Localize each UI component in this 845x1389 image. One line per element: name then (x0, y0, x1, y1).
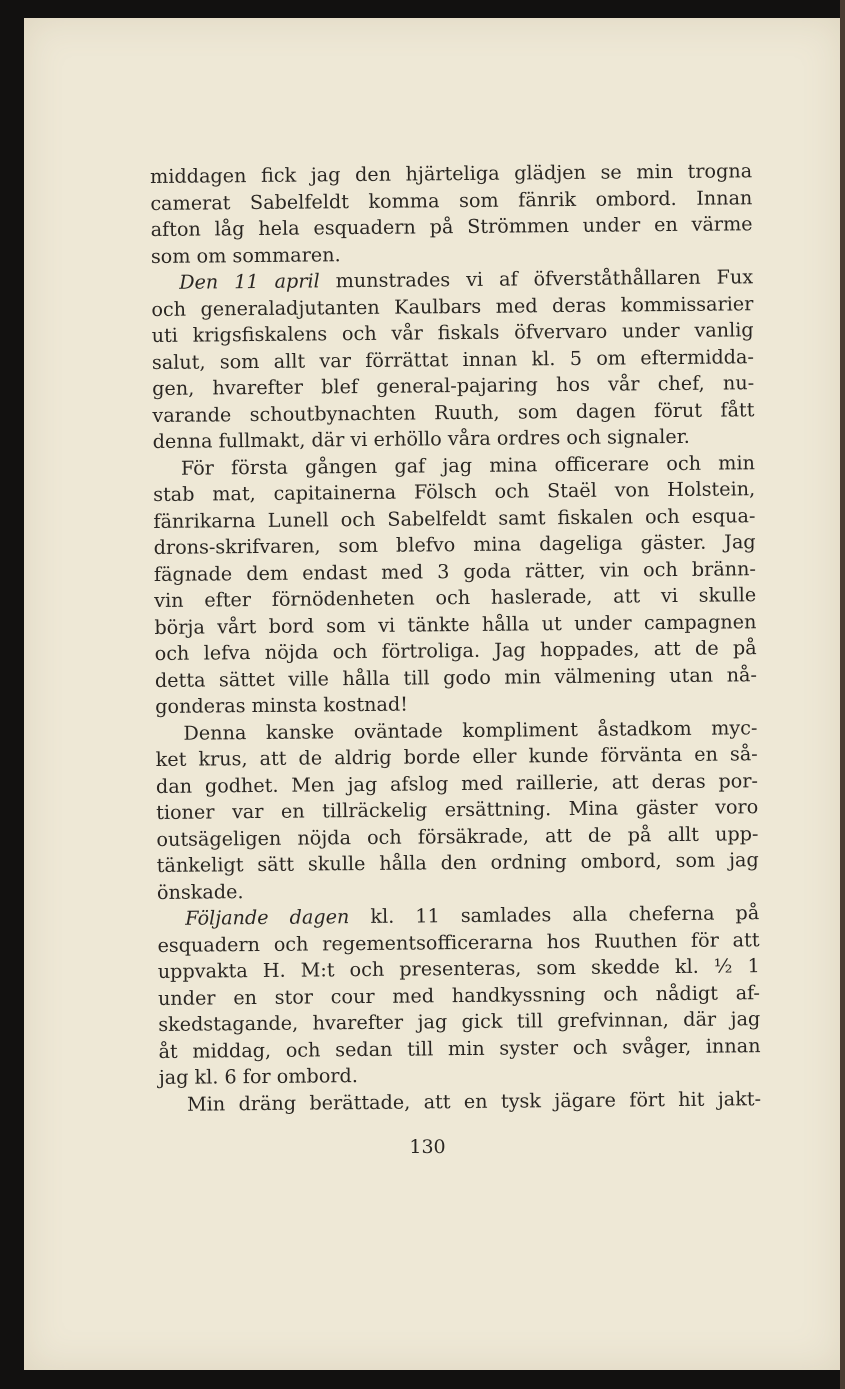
page-number: 130 (409, 1136, 446, 1158)
date-lead: Den 11 april (179, 269, 320, 294)
text-line: dan godhet. Men jag afslog med raillerie, att deras por- (155, 768, 759, 798)
text-line: skedstagande, hvarefter jag gick till grefvinnan, där jag (158, 1007, 761, 1036)
date-lead: Följande dagen (185, 905, 350, 930)
text-line: esquadern och regementsofficerarna hos Ruuthen för att (157, 927, 760, 957)
text-line: gonderas minsta kostnad! (155, 692, 409, 718)
text-line: önskade. (156, 879, 244, 904)
text-line: uppvakta H. M:t och presenteras, som skedde kl. ½ 1 (157, 954, 760, 983)
text-line: fänrikarna Lunell och Sabelfeldt samt fiskalen och esqua- (153, 503, 756, 533)
text-line: jag kl. 6 for ombord. (158, 1064, 358, 1089)
text-line: outsägeligen nöjda och försäkrade, att de på allt upp- (156, 821, 759, 851)
text-line: åt middag, och sedan till min syster och svåger, innan (158, 1033, 761, 1063)
text-line: middagen fick jag den hjärteliga glädjen se min trogna (150, 159, 753, 188)
text-line: camerat Sabelfeldt komma som fänrik ombord. Innan (150, 185, 753, 215)
text-line: stab mat, capitainerna Fölsch och Staël von Holstein, (153, 477, 756, 506)
text-line: detta sättet ville hålla till godo min välmening utan nå- (154, 662, 758, 692)
text-line: och generaladjutanten Kaulbars med deras kommissarier (151, 291, 754, 321)
text-line: som om sommaren. (150, 242, 341, 268)
text-line: Följande dagen kl. 11 samlades alla cheferna på (185, 901, 760, 930)
text-line: vin efter förnödenheten och haslerade, att vi skulle (154, 583, 757, 612)
text-line: För första gången gaf jag mina officerare och min (180, 450, 756, 480)
text-line: Min dräng berättade, att en tysk jägare fört hit jakt- (186, 1086, 762, 1116)
text-line: tioner var en tillräckelig ersättning. Mina gäster voro (156, 795, 759, 824)
text-line: varande schoutbynachten Ruuth, som dagen förut fått (152, 397, 755, 427)
text-line: Den 11 april munstrades vi af öfverståthållaren Fux (179, 265, 754, 294)
text-line: och lefva nöjda och förtroliga. Jag hoppades, att de på (154, 636, 757, 665)
text-line: fägnade dem endast med 3 goda rätter, vin och bränn- (153, 556, 757, 586)
text-line: uti krigsfiskalens och vår fiskals öfvervaro under vanlig (151, 318, 754, 347)
page-edge (840, 0, 845, 1389)
text-line: drons-skrifvaren, som blefvo mina dageliga gäster. Jag (153, 530, 756, 559)
text-line: salut, som allt var förrättat innan kl. 5 om eftermidda- (151, 344, 754, 374)
text-line: under en stor cour med handkyssning och nådigt af- (157, 980, 761, 1010)
text-line: gen, hvarefter blef general-pajaring hos vår chef, nu- (152, 371, 755, 400)
text-line: börja vårt bord som vi tänkte hålla ut under campagnen (154, 609, 757, 639)
text-line: tänkeligt sätt skulle hålla den ordning ombord, som jag (156, 848, 759, 877)
body-text (150, 158, 761, 1118)
text-line: ket krus, att de aldrig borde eller kunde förvänta en så- (155, 742, 758, 771)
text-line: denna fullmakt, där vi erhöllo våra ordres och signaler. (152, 424, 690, 453)
text-line: afton låg hela esquadern på Strömmen under en värme (150, 212, 753, 241)
text-line: Denna kanske oväntade kompliment åstadkom myc- (183, 715, 758, 745)
